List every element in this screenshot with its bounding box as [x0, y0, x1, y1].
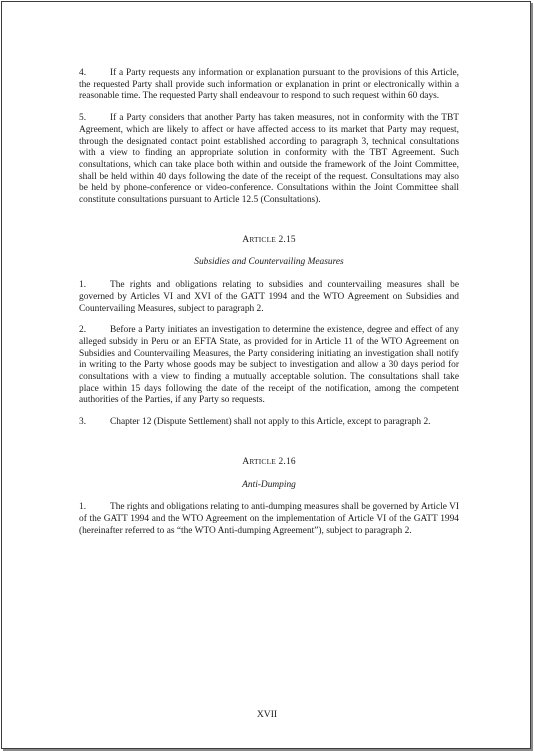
paragraph-number: 1.: [79, 502, 87, 513]
paragraph-text: The rights and obligations relating to anti-dumping measures shall be governed by Article VI of the GATT 1994 and the WTO Agreement on the implementation of Article VI of the GATT 1994 (hereinafter referred to as “the WTO Anti-dumping Agreement”), subject to paragraph 2.: [79, 502, 459, 536]
paragraph-text: If a Party considers that another Party has taken measures, not in conformity with the TBT Agreement, which are likely to affect or have affected access to its market that Party may request, through the designated contact point established according to paragraph 3, technical consultations with a view to finding an appropriate solution in conformity with the TBT Agreement. Such consultations, which can take place both within and outside the framework of the Joint Committee, shall be held within 40 days following the date of the receipt of the request. Consultations may also be held by phone-conference or video-conference. Consultations within the Joint Committee shall constitute consultations pursuant to Article 12.5 (Consultations).: [79, 113, 459, 206]
paragraph-2-15-3: [79, 417, 459, 429]
article-2-15-title: Subsidies and Countervailing Measures: [194, 257, 344, 268]
article-2-15-heading: ARTICLE 2.15: [242, 233, 296, 245]
paragraph-4: [79, 68, 459, 103]
paragraph-text: Before a Party initiates an investigation to determine the existence, degree and effect of any alleged subsidy in Peru or an EFTA State, as provided for in Article 11 of the WTO Agreement on Subsidies and Countervailing Measures, the Party considering initiating an investigation shall notify in writing to the Party whose goods may be subject to investigation and allow a 30 days period for consultations with a view to finding a mutually acceptable solution. The consultations shall take place within 15 days following the date of the receipt of the notification, among the competent authorities of the Parties, if any Party so requests.: [79, 325, 459, 406]
paragraph-text: The rights and obligations relating to subsidies and countervailing measures shall be governed by Articles VI and XVI of the GATT 1994 and the WTO Agreement on Subsidies and Countervailing Measures, subject to paragraph 2.: [79, 280, 459, 314]
article-2-16-heading: ARTICLE 2.16: [242, 455, 296, 467]
paragraph-number: 5.: [79, 113, 87, 124]
paragraph-number: 1.: [79, 280, 87, 291]
paragraph-2-15-1: [79, 280, 459, 315]
paragraph-text: If a Party requests any information or explanation pursuant to the provisions of this Article, the requested Party shall provide such information or explanation in print or electronically within a reasonable time. The requested Party shall endeavour to respond to such request within 60 days.: [79, 68, 459, 102]
paragraph-2-15-2: [79, 325, 459, 407]
paragraph-text: Chapter 12 (Dispute Settlement) shall not apply to this Article, except to paragraph 2.: [110, 417, 431, 428]
document-page: [1, 1, 531, 749]
paragraph-number: 3.: [79, 417, 87, 428]
article-2-16-title: Anti-Dumping: [242, 479, 296, 490]
paragraph-2-16-1: [79, 502, 459, 537]
page-content: [79, 68, 459, 547]
paragraph-number: 4.: [79, 68, 87, 78]
page-number: XVII: [256, 709, 278, 720]
paragraph-5: [79, 113, 459, 207]
paragraph-number: 2.: [79, 325, 87, 336]
